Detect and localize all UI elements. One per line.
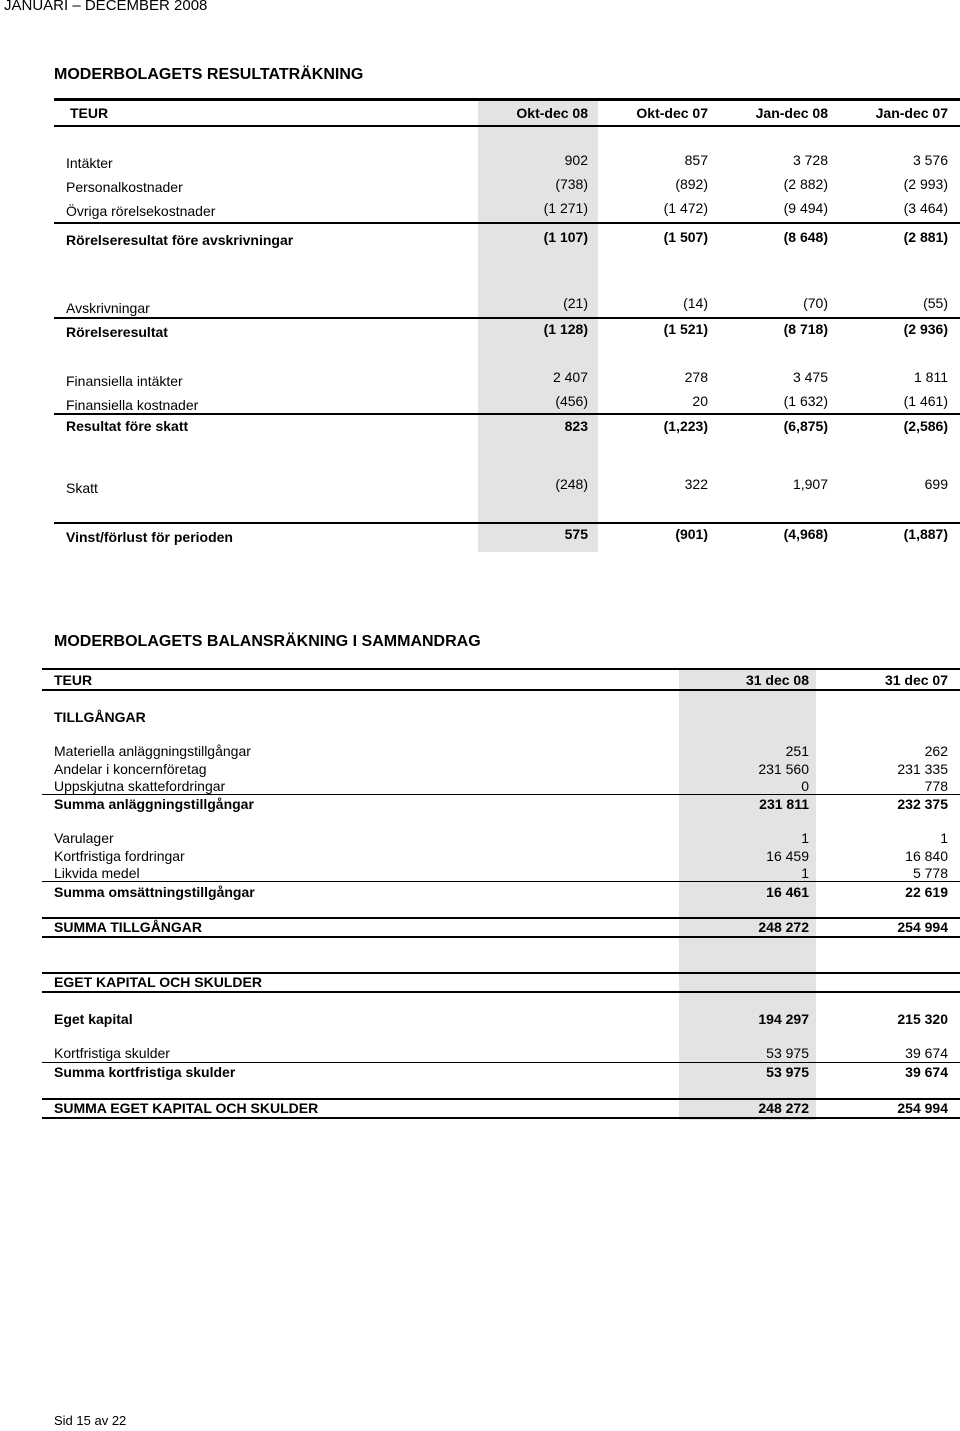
income-cell: (1,223) <box>663 418 708 434</box>
income-row-label: Finansiella intäkter <box>66 373 183 389</box>
balance-row-label: Summa kortfristiga skulder <box>54 1064 236 1080</box>
income-cell: 902 <box>564 152 588 168</box>
balance-cell: 53 975 <box>766 1064 809 1080</box>
balance-cell: 254 994 <box>897 1100 948 1116</box>
income-cell: (2,586) <box>903 418 948 434</box>
income-cell: 2 407 <box>552 369 588 385</box>
income-cell: 20 <box>692 393 708 409</box>
divider <box>42 991 960 993</box>
balance-row-label: Eget kapital <box>54 1011 133 1027</box>
income-row-label: Finansiella kostnader <box>66 397 199 413</box>
assets-heading: TILLGÅNGAR <box>54 709 146 725</box>
income-cell: (3 464) <box>903 200 948 216</box>
balance-cell: 16 461 <box>766 884 809 900</box>
balance-cell: 232 375 <box>897 796 948 812</box>
balance-cell: 215 320 <box>897 1011 948 1027</box>
page-number: Sid 15 av 22 <box>54 1413 127 1428</box>
divider <box>42 1062 960 1063</box>
divider <box>54 98 960 101</box>
balance-row-label: Materiella anläggningstillgångar <box>54 743 251 759</box>
income-cell: (1 107) <box>543 229 588 245</box>
income-col-header: Jan-dec 08 <box>755 105 828 121</box>
divider <box>42 794 960 795</box>
income-cell: 575 <box>564 526 588 542</box>
balance-cell: 5 778 <box>912 865 948 881</box>
income-cell: (248) <box>555 476 588 492</box>
divider <box>42 936 960 938</box>
income-cell: 857 <box>684 152 708 168</box>
divider <box>42 689 960 691</box>
income-cell: (70) <box>803 295 828 311</box>
balance-cell: 39 674 <box>905 1045 948 1061</box>
income-cell: (2 882) <box>783 176 828 192</box>
income-cell: (1 461) <box>903 393 948 409</box>
income-statement-title: MODERBOLAGETS RESULTATRÄKNING <box>54 66 364 83</box>
income-col-header: Okt-dec 08 <box>516 105 588 121</box>
page-header-period: JANUARI – DECEMBER 2008 <box>4 0 208 14</box>
income-unit-label: TEUR <box>70 105 109 121</box>
balance-cell: 1 <box>940 830 948 846</box>
divider <box>42 1117 960 1119</box>
income-cell: (8 718) <box>783 321 828 337</box>
balance-cell: 1 <box>801 865 809 881</box>
balance-cell: 778 <box>924 778 948 794</box>
income-cell: (892) <box>675 176 708 192</box>
balance-cell: 39 674 <box>905 1064 948 1080</box>
income-cell: (2 993) <box>903 176 948 192</box>
income-cell: (2 881) <box>903 229 948 245</box>
divider <box>54 125 960 127</box>
income-cell: (14) <box>683 295 708 311</box>
balance-row-label: Varulager <box>54 830 114 846</box>
income-cell: 3 475 <box>792 369 828 385</box>
balance-cell: 194 297 <box>758 1011 809 1027</box>
income-cell: 3 728 <box>792 152 828 168</box>
income-col-header: Jan-dec 07 <box>875 105 948 121</box>
income-cell: 1 811 <box>914 369 948 385</box>
divider <box>54 317 960 319</box>
income-cell: 1,907 <box>792 476 828 492</box>
income-cell: (1 507) <box>663 229 708 245</box>
balance-cell: 53 975 <box>766 1045 809 1061</box>
balance-cell: 16 459 <box>766 848 809 864</box>
income-row-label: Övriga rörelsekostnader <box>66 203 216 219</box>
balance-cell: 251 <box>785 743 809 759</box>
income-cell: (738) <box>555 176 588 192</box>
balance-row-label: Uppskjutna skattefordringar <box>54 778 226 794</box>
balance-cell: 1 <box>801 830 809 846</box>
income-cell: (456) <box>555 393 588 409</box>
income-row-label: Rörelseresultat <box>66 324 168 340</box>
income-row-label: Vinst/förlust för perioden <box>66 529 233 545</box>
balance-cell: 231 560 <box>758 761 809 777</box>
income-cell: (9 494) <box>783 200 828 216</box>
income-cell: (4,968) <box>783 526 828 542</box>
balance-row-label: Kortfristiga skulder <box>54 1045 170 1061</box>
balance-unit-label: TEUR <box>54 672 93 688</box>
income-row-label: Resultat före skatt <box>66 418 189 434</box>
balance-row-label: SUMMA TILLGÅNGAR <box>54 919 203 935</box>
income-cell: (1 128) <box>543 321 588 337</box>
balance-cell: 254 994 <box>897 919 948 935</box>
income-cell: (21) <box>563 295 588 311</box>
income-cell: (55) <box>923 295 948 311</box>
income-row-label: Personalkostnader <box>66 179 183 195</box>
balance-row-label: Summa omsättningstillgångar <box>54 884 255 900</box>
divider <box>54 222 960 224</box>
balance-cell: 16 840 <box>905 848 948 864</box>
balance-col-header: 31 dec 08 <box>745 672 809 688</box>
income-cell: 278 <box>684 369 708 385</box>
income-row-label: Skatt <box>66 480 98 496</box>
balance-cell: 262 <box>924 743 948 759</box>
income-cell: 823 <box>564 418 588 434</box>
income-cell: (1,887) <box>903 526 948 542</box>
income-cell: 3 576 <box>912 152 948 168</box>
income-cell: (1 271) <box>543 200 588 216</box>
income-cell: 699 <box>924 476 948 492</box>
income-col-header: Okt-dec 07 <box>636 105 708 121</box>
income-cell: 322 <box>684 476 708 492</box>
balance-col-header: 31 dec 07 <box>884 672 948 688</box>
income-row-label: Rörelseresultat före avskrivningar <box>66 232 294 248</box>
balance-cell: 231 811 <box>759 796 809 812</box>
balance-row-label: EGET KAPITAL OCH SKULDER <box>54 974 262 990</box>
income-cell: (6,875) <box>783 418 828 434</box>
balance-row-label: Likvida medel <box>54 865 140 881</box>
income-cell: (1 472) <box>663 200 708 216</box>
income-cell: (901) <box>675 526 708 542</box>
income-cell: (1 632) <box>783 393 828 409</box>
divider <box>54 522 960 524</box>
income-row-label: Intäkter <box>66 155 113 171</box>
balance-row-label: Andelar i koncernföretag <box>54 761 207 777</box>
balance-row-label: SUMMA EGET KAPITAL OCH SKULDER <box>54 1100 319 1116</box>
divider <box>42 881 960 882</box>
balance-row-label: Summa anläggningstillgångar <box>54 796 254 812</box>
balance-cell: 22 619 <box>905 884 948 900</box>
balance-cell: 0 <box>801 778 809 794</box>
income-cell: (1 521) <box>663 321 708 337</box>
divider <box>54 413 960 415</box>
balance-cell: 231 335 <box>897 761 948 777</box>
income-cell: (2 936) <box>903 321 948 337</box>
balance-row-label: Kortfristiga fordringar <box>54 848 185 864</box>
income-cell: (8 648) <box>783 229 828 245</box>
balance-cell: 248 272 <box>758 1100 809 1116</box>
balance-sheet-title: MODERBOLAGETS BALANSRÄKNING I SAMMANDRAG <box>54 633 481 650</box>
income-row-label: Avskrivningar <box>66 300 150 316</box>
divider <box>42 668 960 670</box>
balance-cell: 248 272 <box>758 919 809 935</box>
